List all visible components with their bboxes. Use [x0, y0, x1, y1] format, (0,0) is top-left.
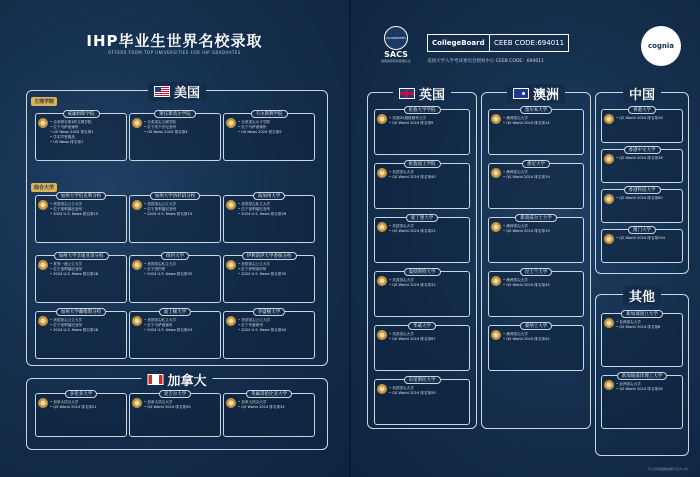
detail-line: • 2024 U.S. News 排名第35 [144, 272, 217, 277]
region-china-heading: 中国 [623, 84, 661, 103]
university-details [144, 120, 217, 135]
detail-line: • QS World 2024 排名第21 [50, 405, 123, 410]
detail-line: • 亚洲顶尖大学 [616, 320, 679, 325]
university-card [129, 311, 221, 359]
university-card [374, 379, 470, 425]
detail-line: • 英国顶尖大学 [389, 332, 466, 337]
detail-line: • QS World 2024 排名第26 [616, 387, 679, 392]
region-other-heading: 其他 [623, 286, 661, 305]
university-seal-icon [38, 118, 48, 128]
university-card [488, 109, 584, 155]
detail-line: • QS World 2024 排名第40 [389, 175, 466, 180]
detail-line: • 英国顶尖大学 [389, 170, 466, 175]
university-card [129, 393, 221, 437]
detail-line: • 美国顶尖公立大学 [50, 318, 123, 323]
university-card [601, 149, 683, 183]
university-details [503, 224, 580, 234]
detail-line: • QS World 2024 排名第34 [238, 405, 311, 410]
university-details [389, 332, 466, 342]
detail-line: • US News 排名第1 [50, 140, 123, 145]
detail-line: • 美国顶尖公立大学 [238, 262, 311, 267]
university-name: 加州大学戴维斯分校 [56, 308, 107, 316]
detail-line: • QS World 2024 排名第8 [616, 325, 679, 330]
ceeb-note: 美国大学入学考试委员会授权中心 CEEB CODE：694011 [427, 59, 544, 64]
region-other [595, 290, 689, 456]
national-label: 综合大学 [31, 183, 57, 192]
us-flag-icon [154, 86, 170, 97]
university-seal-icon [132, 200, 142, 210]
detail-line: • 澳洲顶尖大学 [503, 116, 580, 121]
university-seal-icon [491, 168, 501, 178]
university-name: 加州大学洛杉矶分校 [150, 192, 201, 200]
detail-line: • QS World 2024 排名第32 [389, 283, 466, 288]
university-name: 南加州大学 [253, 192, 286, 200]
left-page [0, 0, 349, 477]
detail-line: • US News 2024 排名第5 [238, 130, 311, 135]
detail-line: • 美国顶尖公立大学 [238, 318, 311, 323]
university-name: 英属哥伦比亚大学 [246, 390, 292, 398]
sacs-badge: ACCREDITED [384, 26, 408, 50]
university-name: 蒙纳士大学 [520, 322, 553, 330]
university-seal-icon [38, 316, 48, 326]
detail-line: • 2024 U.S. News 排名第28 [50, 272, 123, 277]
university-details [50, 262, 123, 277]
university-seal-icon [132, 398, 142, 408]
right-page [351, 0, 700, 477]
university-card [35, 113, 127, 161]
university-card [374, 271, 470, 317]
accreditation-logos [371, 26, 681, 70]
university-name: 墨尔本大学 [520, 106, 553, 114]
detail-line: • 世界一流公立大学 [50, 262, 123, 267]
university-details [389, 224, 466, 234]
detail-line: • 加拿大顶尖大学 [50, 400, 123, 405]
university-details [503, 332, 580, 342]
university-card [129, 113, 221, 161]
university-name: 加州大学圣地亚哥分校 [54, 252, 109, 260]
detail-line: • 位于加利福尼亚州 [144, 207, 217, 212]
university-details [503, 278, 580, 288]
university-seal-icon [38, 200, 48, 210]
university-seal-icon [491, 276, 501, 286]
ceeb-code: CEEB CODE:694011 [489, 34, 569, 52]
university-seal-icon [132, 260, 142, 270]
university-card [374, 109, 470, 155]
university-name: 澳门大学 [628, 226, 656, 234]
university-card [374, 163, 470, 209]
detail-line: • QS World 2024 排名第19 [503, 175, 580, 180]
detail-line: • 全美顶尖女子学院 [238, 120, 311, 125]
detail-line: • QS World 2024 排名第22 [389, 229, 466, 234]
detail-line: • 澳洲顶尖大学 [503, 278, 580, 283]
university-details [144, 400, 217, 410]
university-details [616, 236, 679, 241]
university-details [616, 320, 679, 330]
detail-line: • QS World 2024 排名第67 [389, 337, 466, 342]
region-uk [367, 88, 477, 429]
detail-line: • 2024 U.S. News 排名第28 [238, 212, 311, 217]
detail-line: • 亚洲顶尖大学 [616, 382, 679, 387]
university-card [223, 311, 315, 359]
detail-line: • 美国顶尖私立大学 [144, 262, 217, 267]
region-usa-heading: 美国 [148, 82, 206, 101]
university-seal-icon [491, 114, 501, 124]
university-name: 新南威尔士大学 [515, 214, 557, 222]
university-name: 新加坡南洋理工大学 [617, 372, 668, 380]
university-details [389, 170, 466, 180]
detail-line: • QS World 2024 排名第43 [503, 283, 580, 288]
university-name: 曼彻斯特大学 [404, 268, 441, 276]
sacs-logo [371, 26, 421, 70]
detail-line: • QS World 2024 排名第42 [503, 337, 580, 342]
detail-line: • 英国顶尖大学 [389, 224, 466, 229]
university-seal-icon [604, 380, 614, 390]
detail-line: • 英国G5超级精英大学 [389, 116, 466, 121]
university-details [616, 382, 679, 392]
university-card [129, 195, 221, 243]
university-details [50, 400, 123, 410]
university-name: 威廉姆斯学院 [63, 110, 100, 118]
australia-flag-icon [513, 88, 529, 99]
university-details [50, 318, 123, 333]
university-name: 爱丁堡大学 [406, 214, 439, 222]
university-card [601, 313, 683, 367]
university-seal-icon [132, 316, 142, 326]
page-title: IHP毕业生世界名校录取 [86, 32, 263, 50]
university-seal-icon [377, 222, 387, 232]
detail-line: • 澳洲顶尖大学 [503, 332, 580, 337]
university-card [35, 393, 127, 437]
university-card [601, 109, 683, 143]
university-card [35, 195, 127, 243]
detail-line: • QS World 2024 排名第9 [389, 121, 466, 126]
university-seal-icon [226, 200, 236, 210]
university-card [374, 217, 470, 263]
university-card [488, 271, 584, 317]
detail-line: • 2024 U.S. News 排名第35 [238, 272, 311, 277]
detail-line: • 位于加利福尼亚州 [50, 323, 123, 328]
sacs-subtitle: 美国南部院校联盟认证 [380, 59, 411, 63]
university-details [144, 318, 217, 333]
university-details [144, 202, 217, 217]
university-seal-icon [604, 154, 614, 164]
detail-line: • QS World 2024 排名第36 [616, 156, 679, 161]
university-seal-icon [491, 330, 501, 340]
university-seal-icon [377, 330, 387, 340]
detail-line: • 学术声誉极高 [50, 135, 123, 140]
detail-line: • 澳洲顶尖大学 [503, 170, 580, 175]
university-name: 伦敦大学学院 [404, 106, 441, 114]
university-details [238, 400, 311, 410]
university-seal-icon [226, 260, 236, 270]
university-card [223, 195, 315, 243]
uk-flag-icon [399, 88, 415, 99]
detail-line: • QS World 2024 排名第26 [616, 116, 679, 121]
detail-line: • 全美排名第1的文理学院 [50, 120, 123, 125]
university-name: 纽约大学 [161, 252, 189, 260]
university-seal-icon [604, 114, 614, 124]
detail-line: • 美国顶尖公立大学 [50, 202, 123, 207]
detail-line: • 美国顶尖私立大学 [144, 318, 217, 323]
university-card [223, 393, 315, 437]
university-seal-icon [226, 118, 236, 128]
university-seal-icon [377, 384, 387, 394]
university-details [144, 262, 217, 277]
university-seal-icon [604, 194, 614, 204]
detail-line: • 2024 U.S. News 排名第15 [144, 212, 217, 217]
university-card [129, 255, 221, 303]
university-seal-icon [38, 398, 48, 408]
detail-line: • 加拿大顶尖大学 [238, 400, 311, 405]
detail-line: • 位于马萨诸塞州 [144, 323, 217, 328]
detail-line: • 英国顶尖大学 [389, 278, 466, 283]
region-usa [26, 86, 328, 366]
university-seal-icon [491, 222, 501, 232]
university-name: 多伦多大学 [65, 390, 98, 398]
region-uk-heading: 英国 [393, 84, 451, 103]
detail-line: • 位于纽约州 [144, 267, 217, 272]
detail-line: • QS World 2024 排名第14 [503, 121, 580, 126]
university-details [50, 202, 123, 217]
sacs-title: SACS [384, 50, 408, 59]
university-name: 香港科技大学 [624, 186, 661, 194]
collegeboard-logo: CollegeBoard [427, 34, 490, 52]
cognia-logo: cognia [641, 26, 681, 66]
university-seal-icon [377, 168, 387, 178]
university-card [223, 255, 315, 303]
university-name: 香港大学 [628, 106, 656, 114]
university-details [616, 116, 679, 121]
university-seal-icon [226, 398, 236, 408]
detail-line: • 位于加利福尼亚州 [50, 207, 123, 212]
detail-line: • 全美顶尖文理学院 [144, 120, 217, 125]
detail-line: • 美国顶尖公立大学 [144, 202, 217, 207]
university-name: 麦吉尔大学 [159, 390, 192, 398]
university-name: 伦敦国王学院 [404, 160, 441, 168]
university-name: 斯沃斯莫尔学院 [154, 110, 196, 118]
detail-line: • 2024 U.S. News 排名第43 [144, 328, 217, 333]
university-name: 韦尔斯利学院 [251, 110, 288, 118]
university-card [35, 255, 127, 303]
detail-line: • QS World 2024 排名第19 [503, 229, 580, 234]
page-subtitle: OFFERS FROM TOP UNIVERSITIES FOR IHP GRADUATES [108, 50, 241, 55]
university-details [50, 120, 123, 145]
university-card [35, 311, 127, 359]
university-seal-icon [226, 316, 236, 326]
liberal-arts-label: 文理学院 [31, 97, 57, 106]
detail-line: • 英国顶尖大学 [389, 386, 466, 391]
university-card [374, 325, 470, 371]
university-name: 华盛顿大学 [253, 308, 286, 316]
university-details [238, 202, 311, 217]
detail-line: • 2024 U.S. News 排名第28 [50, 328, 123, 333]
region-australia-heading: 澳洲 [507, 84, 565, 103]
university-details [238, 318, 311, 333]
university-details [503, 116, 580, 126]
detail-line: • 美国顶尖私立大学 [238, 202, 311, 207]
university-name: 昆士兰大学 [520, 268, 553, 276]
university-name: 悉尼大学 [522, 160, 550, 168]
detail-line: • 位于伊利诺伊州 [238, 267, 311, 272]
detail-line: • 2024 U.S. News 排名第15 [50, 212, 123, 217]
university-card [601, 375, 683, 429]
university-details [238, 262, 311, 277]
detail-line: • 位于华盛顿州 [238, 323, 311, 328]
university-name: 波士顿大学 [159, 308, 192, 316]
detail-line: • 位于马萨诸塞州 [238, 125, 311, 130]
university-card [223, 113, 315, 161]
university-name: 加州大学伯克利分校 [56, 192, 107, 200]
university-name: 香港中文大学 [624, 146, 661, 154]
university-seal-icon [377, 276, 387, 286]
university-seal-icon [132, 118, 142, 128]
university-name: 华威大学 [408, 322, 436, 330]
university-card [488, 163, 584, 209]
region-china [595, 88, 689, 274]
university-seal-icon [604, 318, 614, 328]
university-name: 伊利诺伊大学香槟分校 [242, 252, 297, 260]
university-card [601, 189, 683, 223]
detail-line: • 澳洲顶尖大学 [503, 224, 580, 229]
university-card [488, 217, 584, 263]
detail-line: • 位于马萨诸塞州 [50, 125, 123, 130]
detail-line: • 位于宾夕法尼亚州 [144, 125, 217, 130]
university-details [616, 196, 679, 201]
detail-line: • US News 2024 排名第4 [144, 130, 217, 135]
detail-line: • QS World 2024 排名第30 [144, 405, 217, 410]
university-details [389, 116, 466, 126]
detail-line: • 位于加利福尼亚州 [238, 207, 311, 212]
university-seal-icon [377, 114, 387, 124]
university-seal-icon [604, 234, 614, 244]
detail-line: • 位于加利福尼亚州 [50, 267, 123, 272]
university-details [238, 120, 311, 135]
university-seal-icon [38, 260, 48, 270]
university-name: 布里斯托大学 [404, 376, 441, 384]
region-australia [481, 88, 591, 429]
university-card [488, 325, 584, 371]
university-details [503, 170, 580, 180]
university-details [389, 386, 466, 396]
detail-line: • QS World 2024 排名第254 [616, 236, 679, 241]
canada-flag-icon [147, 374, 163, 385]
university-details [616, 156, 679, 161]
detail-line: • 加拿大顶尖大学 [144, 400, 217, 405]
footnote: *以上排名数据来源于官方公布 [647, 467, 688, 471]
university-card [601, 229, 683, 263]
detail-line: • QS World 2024 排名第55 [389, 391, 466, 396]
detail-line: • 2024 U.S. News 排名第40 [238, 328, 311, 333]
region-canada [26, 374, 328, 450]
university-details [389, 278, 466, 288]
university-name: 新加坡国立大学 [621, 310, 663, 318]
detail-line: • US News 2024 排名第1 [50, 130, 123, 135]
detail-line: • QS World 2024 排名第60 [616, 196, 679, 201]
region-canada-heading: 加拿大 [141, 370, 212, 389]
